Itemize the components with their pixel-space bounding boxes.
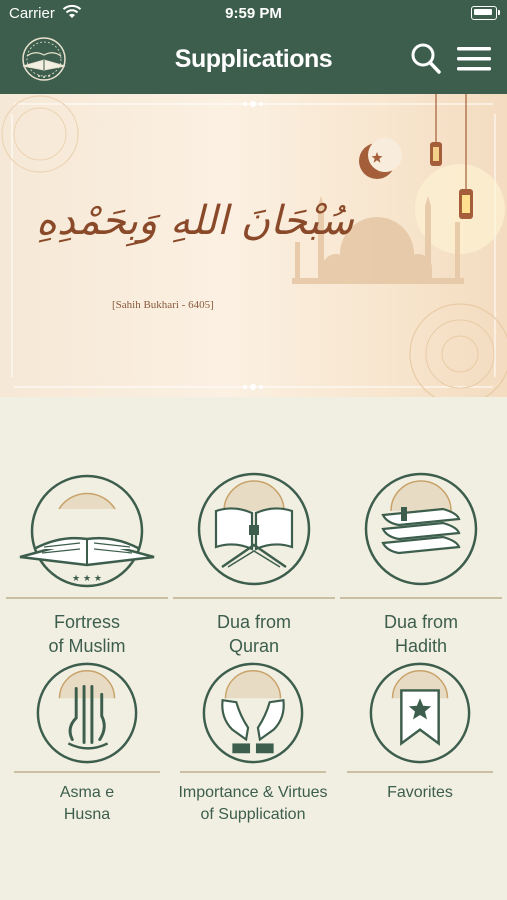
tile-label-line2: Quran (228, 636, 280, 656)
nav-bar (0, 28, 507, 94)
tile-label-line2: Hadith (394, 636, 448, 656)
tile-fortress-of-muslim[interactable] (6, 469, 168, 659)
tile-label-line1: Favorites (387, 784, 453, 801)
status-time: 9:59 PM (225, 5, 282, 22)
search-icon[interactable] (410, 42, 442, 76)
tile-favorites[interactable] (347, 659, 493, 829)
carrier-label: Carrier (9, 5, 55, 22)
tile-label-line2: of Muslim (48, 636, 126, 656)
tile-label-line2: Husna (63, 806, 111, 823)
battery-icon (471, 6, 497, 20)
tile-asma-e-husna[interactable] (14, 659, 160, 829)
dua-arabic-text: سُبْحَانَ اللهِ وَبِحَمْدِهِ (36, 198, 354, 244)
page-title: Supplications (174, 45, 333, 73)
banner-artwork (0, 94, 507, 397)
books-stack-icon (361, 469, 481, 589)
dua-banner[interactable] (0, 94, 507, 397)
tile-dua-from-hadith[interactable] (340, 469, 502, 659)
praying-hands-icon (198, 659, 308, 767)
status-bar (0, 0, 507, 28)
tile-dua-from-quran[interactable] (173, 469, 335, 659)
tile-divider (14, 771, 160, 773)
open-book-icon (12, 469, 162, 589)
hamburger-menu-icon[interactable] (456, 45, 492, 73)
tile-label-line2: of Supplication (200, 806, 306, 823)
tile-divider (347, 771, 493, 773)
dua-citation: [Sahih Bukhari - 6405] (112, 299, 214, 311)
tile-label-line1: Importance & Virtues (178, 784, 328, 801)
category-grid (0, 397, 507, 900)
tile-label-line1: Fortress (53, 612, 120, 632)
tile-divider (6, 597, 168, 599)
tile-label-line1: Dua from (383, 612, 459, 632)
tile-divider (173, 597, 335, 599)
allah-calligraphy-icon (32, 659, 142, 767)
tile-label-line1: Asma e (59, 784, 115, 801)
tile-label-line1: Dua from (216, 612, 292, 632)
tile-importance-virtues[interactable] (180, 659, 326, 829)
tile-divider (180, 771, 326, 773)
svg-text:★ ★ ★: ★ ★ ★ (72, 574, 102, 584)
bookmark-star-icon (365, 659, 475, 767)
quran-stand-icon (194, 469, 314, 589)
tile-divider (340, 597, 502, 599)
